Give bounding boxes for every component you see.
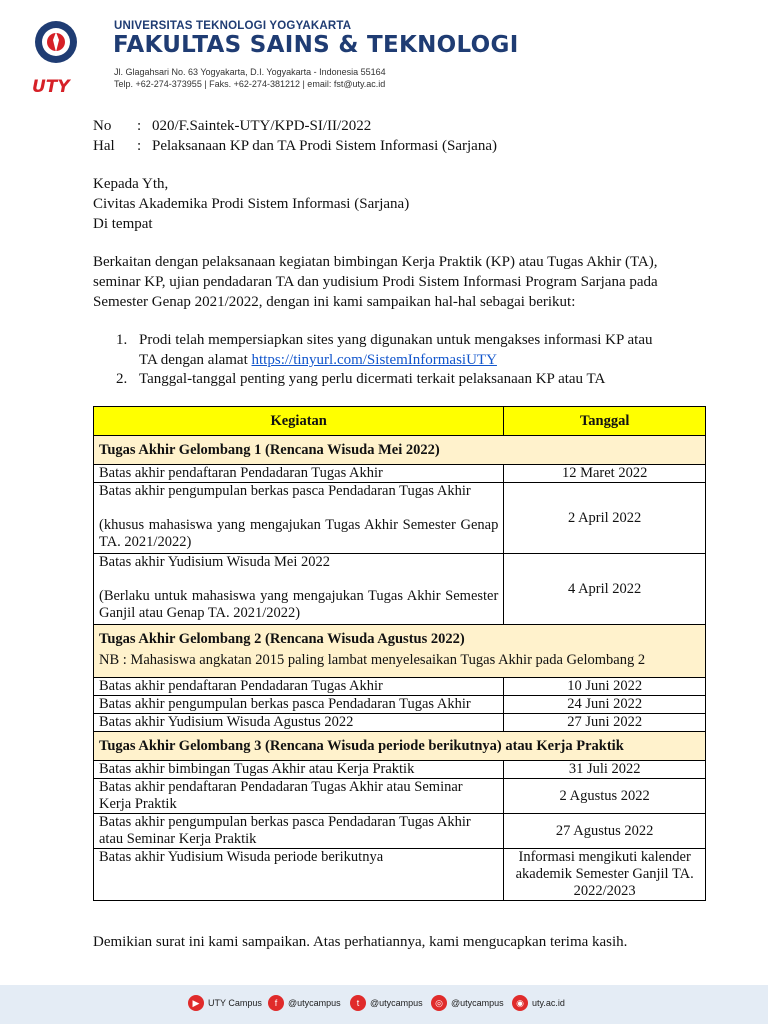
table-row [94,483,706,554]
activity-cell: Batas akhir pendaftaran Pendadaran Tugas Akhir [94,678,504,696]
date-cell: 27 Juni 2022 [504,714,706,732]
activity-note: (Berlaku untuk mahasiswa yang mengajukan Tugas Akhir Semester Ganjil atau Genap TA. 2021/2022) [99,588,499,621]
table-row [94,849,706,901]
activity-cell: Batas akhir pendaftaran Pendadaran Tugas Akhir [94,465,504,483]
group-1-title: Tugas Akhir Gelombang 1 (Rencana Wisuda Mei 2022) [94,436,706,465]
instagram-label: @utycampus [451,998,504,1008]
group-2-title: Tugas Akhir Gelombang 2 (Rencana Wisuda Agustus 2022) [99,631,465,647]
facebook-icon: f [268,995,284,1011]
date-cell: 12 Maret 2022 [504,465,706,483]
letterhead-address [114,66,386,90]
table-row [94,678,706,696]
list-item-1-text: TA dengan alamat [139,352,248,368]
twitter-icon: t [350,995,366,1011]
hal-value: Pelaksanaan KP dan TA Prodi Sistem Informasi (Sarjana) [152,138,497,154]
letter-subject: Hal : Pelaksanaan KP dan TA Prodi Sistem Informasi (Sarjana) [93,138,497,154]
recipient-place: Di tempat [93,216,153,232]
closing-text: Demikian surat ini kami sampaikan. Atas perhatiannya, kami mengucapkan terima kasih. [93,934,628,950]
date-cell: 10 Juni 2022 [504,678,706,696]
group-2-cell [94,625,706,678]
intro-line-2: seminar KP, ujian pendadaran TA dan yudisium Prodi Sistem Informasi Program Sarjana pada [93,274,658,290]
table-row [94,696,706,714]
table-header-row [94,407,706,436]
activity-cell: Batas akhir bimbingan Tugas Akhir atau Kerja Praktik [94,761,504,779]
address-line: Jl. Glagahsari No. 63 Yogyakarta, D.I. Yogyakarta - Indonesia 55164 [114,67,386,77]
table-row [94,554,706,625]
table-row [94,779,706,814]
intro-line-3: Semester Genap 2021/2022, dengan ini kami sampaikan hal-hal sebagai berikut: [93,294,576,310]
footer-twitter[interactable] [350,995,423,1011]
header-kegiatan: Kegiatan [94,407,504,436]
sites-link[interactable]: https://tinyurl.com/SistemInformasiUTY [251,352,497,368]
globe-icon: ◉ [512,995,528,1011]
header-tanggal: Tanggal [504,407,706,436]
activity-cell [94,483,504,554]
footer-instagram[interactable] [431,995,504,1011]
contact-line: Telp. +62-274-373955 | Faks. +62-274-381212 | email: fst@uty.ac.id [114,79,386,89]
footer-web[interactable] [512,995,565,1011]
hal-label: Hal [93,138,115,154]
activity-cell: Batas akhir Yudisium Wisuda Agustus 2022 [94,714,504,732]
activity-note: (khusus mahasiswa yang mengajukan Tugas Akhir Semester Genap TA. 2021/2022) [99,517,499,550]
youtube-label: UTY Campus [208,998,262,1008]
activity-cell: Batas akhir pengumpulan berkas pasca Pendadaran Tugas Akhir [94,696,504,714]
activity-text: Batas akhir pengumpulan berkas pasca Pendadaran Tugas Akhir [99,483,471,499]
group-header [94,732,706,761]
group-3-title: Tugas Akhir Gelombang 3 (Rencana Wisuda periode berikutnya) atau Kerja Praktik [94,732,706,761]
table-row [94,465,706,483]
date-cell: 24 Juni 2022 [504,696,706,714]
date-cell: 4 April 2022 [504,554,706,625]
intro-line-1: Berkaitan dengan pelaksanaan kegiatan bimbingan Kerja Praktik (KP) atau Tugas Akhir (TA), [93,254,658,270]
date-cell: 2 April 2022 [504,483,706,554]
uty-logo [28,18,90,98]
date-cell: 2 Agustus 2022 [504,779,706,814]
logo-text: UTY [32,77,70,97]
group-header [94,625,706,678]
table-row [94,761,706,779]
activity-cell: Batas akhir pendaftaran Pendadaran Tugas Akhir atau Seminar Kerja Praktik [94,779,504,814]
web-label: uty.ac.id [532,998,565,1008]
list-item-2: Tanggal-tanggal penting yang perlu dicermati terkait pelaksanaan KP atau TA [139,371,606,387]
recipient-name: Civitas Akademika Prodi Sistem Informasi (Sarjana) [93,196,410,212]
group-header [94,436,706,465]
activity-cell: Batas akhir pengumpulan berkas pasca Pendadaran Tugas Akhir atau Seminar Kerja Praktik [94,814,504,849]
twitter-label: @utycampus [370,998,423,1008]
table-row [94,814,706,849]
letterhead [18,14,758,97]
faculty-name: FAKULTAS SAINS & TEKNOLOGI [113,32,519,58]
date-cell: 31 Juli 2022 [504,761,706,779]
footer-facebook[interactable] [268,995,341,1011]
list-item-1-line-1: Prodi telah mempersiapkan sites yang digunakan untuk mengakses informasi KP atau [139,332,653,348]
no-label: No [93,118,112,134]
recipient-greeting: Kepada Yth, [93,176,169,192]
university-name: UNIVERSITAS TEKNOLOGI YOGYAKARTA [114,20,352,32]
facebook-label: @utycampus [288,998,341,1008]
youtube-icon: ▶ [188,995,204,1011]
activity-cell: Batas akhir Yudisium Wisuda periode berikutnya [94,849,504,901]
list-number-2: 2. [116,371,128,387]
instagram-icon: ◎ [431,995,447,1011]
list-item-1-line-2 [139,350,497,370]
table-row [94,714,706,732]
schedule-table [93,406,706,901]
group-2-note: NB : Mahasiswa angkatan 2015 paling lambat menyelesaikan Tugas Akhir pada Gelombang 2 [99,652,646,668]
date-cell: 27 Agustus 2022 [504,814,706,849]
no-value: 020/F.Saintek-UTY/KPD-SI/II/2022 [152,118,372,134]
activity-cell [94,554,504,625]
footer-youtube[interactable] [188,995,262,1011]
activity-text: Batas akhir Yudisium Wisuda Mei 2022 [99,554,330,570]
date-cell: Informasi mengikuti kalender akademik Semester Ganjil TA. 2022/2023 [504,849,706,901]
list-number-1: 1. [116,332,128,348]
footer-bar [0,985,768,1024]
letter-number: No : 020/F.Saintek-UTY/KPD-SI/II/2022 [93,118,372,134]
